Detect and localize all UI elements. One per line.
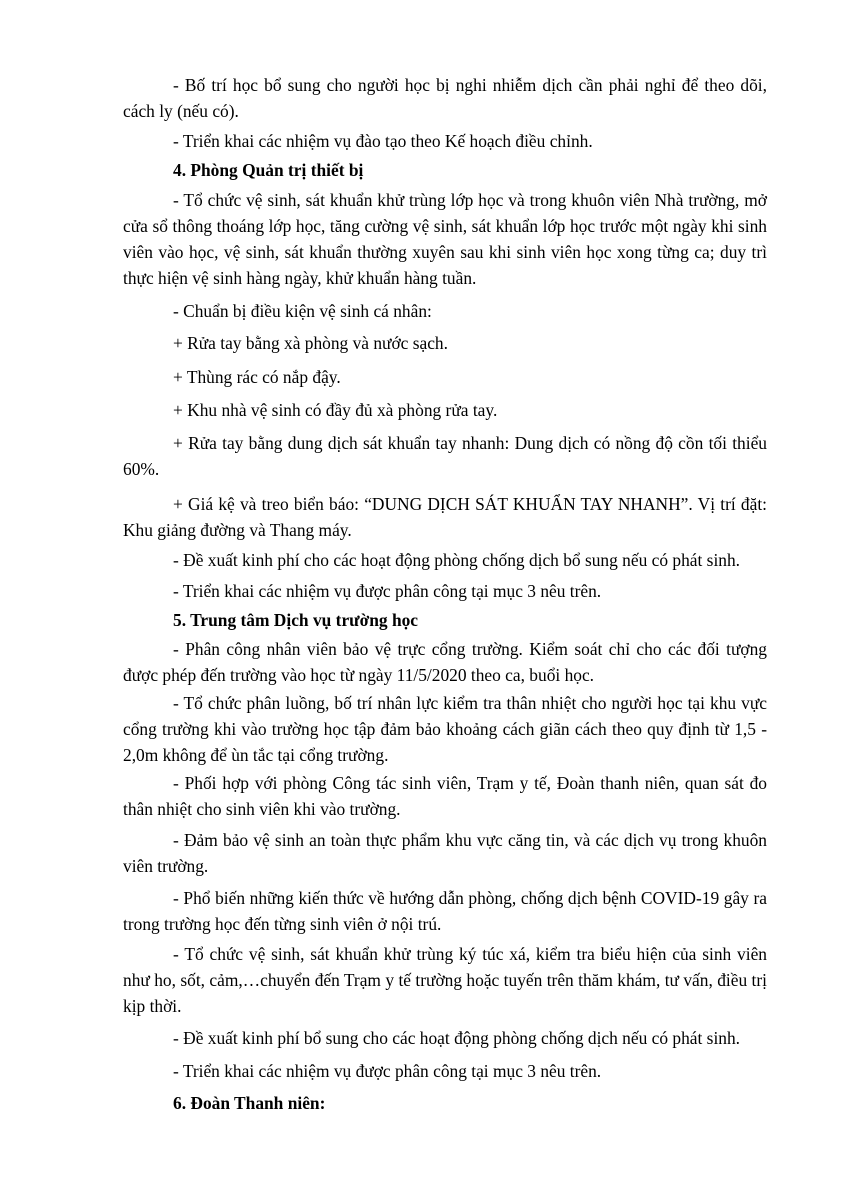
paragraph: - Tổ chức vệ sinh, sát khuẩn khử trùng lớp học và trong khuôn viên Nhà trường, mở cửa sổ thông thoáng lớp học, tăng cường vệ sinh, sát khuẩn lớp học trước một ngày khi sinh viên vào học, vệ sinh, sát khuẩn thường xuyên sau khi sinh viên học xong từng ca; duy trì thực hiện vệ sinh hàng ngày, khử khuẩn hàng tuần. [123, 190, 767, 288]
paragraph: + Giá kệ và treo biển báo: “DUNG DỊCH SÁT KHUẨN TAY NHANH”. Vị trí đặt: Khu giảng đường và Thang máy. [123, 494, 767, 540]
paragraph: + Khu nhà vệ sinh có đầy đủ xà phòng rửa tay. [173, 400, 498, 420]
paragraph: - Phổ biến những kiến thức về hướng dẫn phòng, chống dịch bệnh COVID-19 gây ra trong trường học đến từng sinh viên ở nội trú. [123, 888, 767, 934]
paragraph: - Tổ chức vệ sinh, sát khuẩn khử trùng ký túc xá, kiểm tra biểu hiện của sinh viên như ho, sốt, cảm,…chuyển đến Trạm y tế trường hoặc tuyến trên thăm khám, tư vấn, điều trị kịp thời. [123, 944, 767, 1016]
section-heading: 5. Trung tâm Dịch vụ trường học [173, 610, 419, 630]
paragraph: - Tổ chức phân luồng, bố trí nhân lực kiểm tra thân nhiệt cho người học tại khu vực cổng trường khi vào trường học tập đảm bảo khoảng cách giãn cách theo quy định từ 1,5 - 2,0m không để ùn tắc tại cổng trường. [123, 693, 767, 765]
paragraph: + Thùng rác có nắp đậy. [173, 367, 341, 387]
paragraph: - Triển khai các nhiệm vụ được phân công tại mục 3 nêu trên. [173, 1061, 602, 1081]
paragraph: - Đề xuất kinh phí cho các hoạt động phòng chống dịch bổ sung nếu có phát sinh. [173, 550, 741, 570]
paragraph: + Rửa tay bằng dung dịch sát khuẩn tay nhanh: Dung dịch có nồng độ cồn tối thiểu 60%. [123, 433, 767, 479]
paragraph: + Rửa tay bằng xà phòng và nước sạch. [173, 333, 448, 353]
paragraph: - Chuẩn bị điều kiện vệ sinh cá nhân: [173, 301, 432, 321]
paragraph: - Phân công nhân viên bảo vệ trực cổng trường. Kiểm soát chỉ cho các đối tượng được phép đến trường vào học từ ngày 11/5/2020 theo ca, buổi học. [123, 639, 767, 685]
paragraph: - Triển khai các nhiệm vụ được phân công tại mục 3 nêu trên. [173, 581, 602, 601]
paragraph: - Đề xuất kinh phí bổ sung cho các hoạt động phòng chống dịch nếu có phát sinh. [173, 1028, 741, 1048]
paragraph: - Phối hợp với phòng Công tác sinh viên, Trạm y tế, Đoàn thanh niên, quan sát đo thân nhiệt cho sinh viên khi vào trường. [123, 773, 767, 819]
section-heading: 4. Phòng Quản trị thiết bị [173, 160, 364, 180]
paragraph: - Bố trí học bổ sung cho người học bị nghi nhiễm dịch cần phải nghỉ để theo dõi, cách ly (nếu có). [123, 75, 767, 121]
paragraph: - Đảm bảo vệ sinh an toàn thực phẩm khu vực căng tin, và các dịch vụ trong khuôn viên trường. [123, 830, 767, 876]
section-heading: 6. Đoàn Thanh niên: [173, 1093, 326, 1113]
paragraph: - Triển khai các nhiệm vụ đào tạo theo Kế hoạch điều chỉnh. [173, 131, 593, 151]
